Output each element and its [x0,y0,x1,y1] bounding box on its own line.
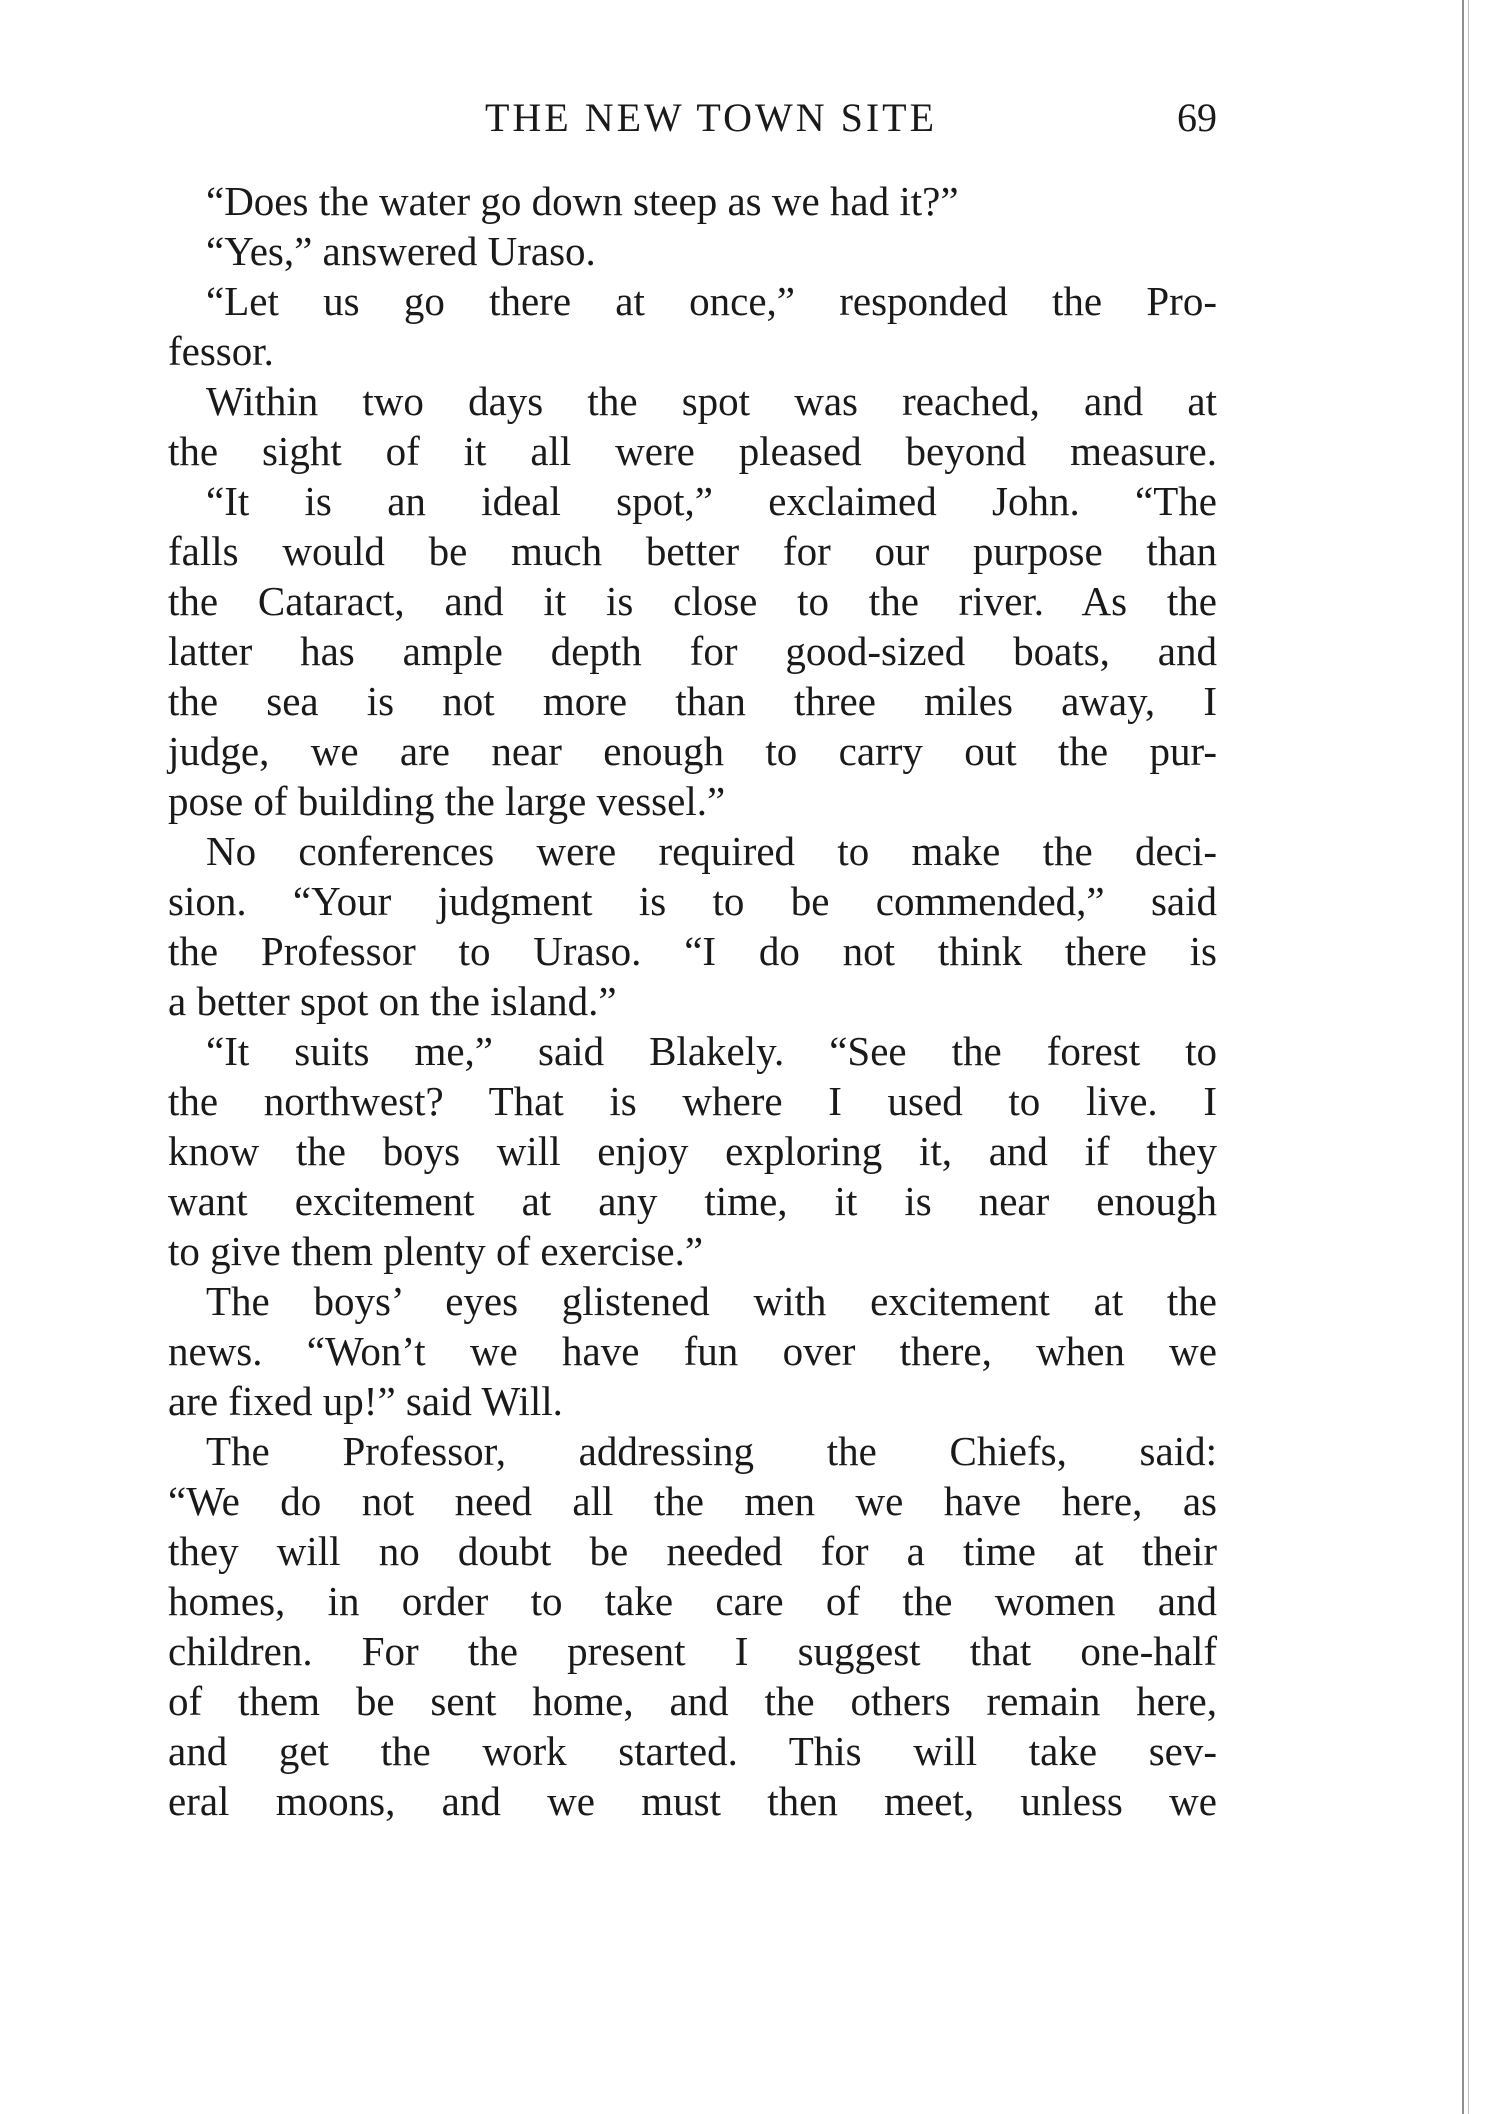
text-line: “We do not need all the men we have here, as [168,1478,1217,1524]
text-line: they will no doubt be needed for a time at their [168,1528,1217,1574]
text-line: to give them plenty of exercise.” [168,1228,704,1274]
text-line: of them be sent home, and the others remain here, [168,1678,1217,1724]
text-line: falls would be much better for our purpose than [168,528,1217,574]
page-edge-line [1462,0,1464,2114]
text-line: the northwest? That is where I used to live. I [168,1078,1217,1124]
text-line: the sight of it all were pleased beyond measure. [168,428,1217,474]
text-line: want excitement at any time, it is near enough [168,1178,1217,1224]
text-line: and get the work started. This will take sev- [168,1728,1217,1774]
page-header [205,93,1217,143]
text-line: a better spot on the island.” [168,978,617,1024]
text-line: pose of building the large vessel.” [168,778,726,824]
text-line: No conferences were required to make the deci- [206,828,1217,874]
text-line: news. “Won’t we have fun over there, when we [168,1328,1217,1374]
text-line: the Professor to Uraso. “I do not think there is [168,928,1217,974]
text-line: “It is an ideal spot,” exclaimed John. “The [206,478,1217,524]
text-line: know the boys will enjoy exploring it, and if they [168,1128,1217,1174]
page-edge-line [1468,0,1469,2114]
text-line: sion. “Your judgment is to be commended,” said [168,878,1217,924]
text-line: fessor. [168,328,274,374]
text-line: judge, we are near enough to carry out the pur- [168,728,1217,774]
body-text [168,176,1217,1826]
text-line: homes, in order to take care of the women and [168,1578,1217,1624]
text-line: the Cataract, and it is close to the river. As the [168,578,1217,624]
text-line: “Let us go there at once,” responded the Pro- [206,278,1217,324]
text-line: eral moons, and we must then meet, unless we [168,1778,1217,1824]
running-title: THE NEW TOWN SITE [484,95,938,140]
text-line: The Professor, addressing the Chiefs, said: [206,1428,1217,1474]
text-line: children. For the present I suggest that one-half [168,1628,1217,1674]
text-line: latter has ample depth for good-sized boats, and [168,628,1217,674]
text-line: are fixed up!” said Will. [168,1378,563,1424]
text-line: the sea is not more than three miles away, I [168,678,1217,724]
page-number: 69 [1177,95,1217,140]
text-line: Within two days the spot was reached, and at [206,378,1217,424]
text-line: “Yes,” answered Uraso. [206,228,596,274]
text-line: “It suits me,” said Blakely. “See the forest to [206,1028,1217,1074]
text-line: The boys’ eyes glistened with excitement at the [206,1278,1217,1324]
text-line: “Does the water go down steep as we had it?” [206,178,959,224]
